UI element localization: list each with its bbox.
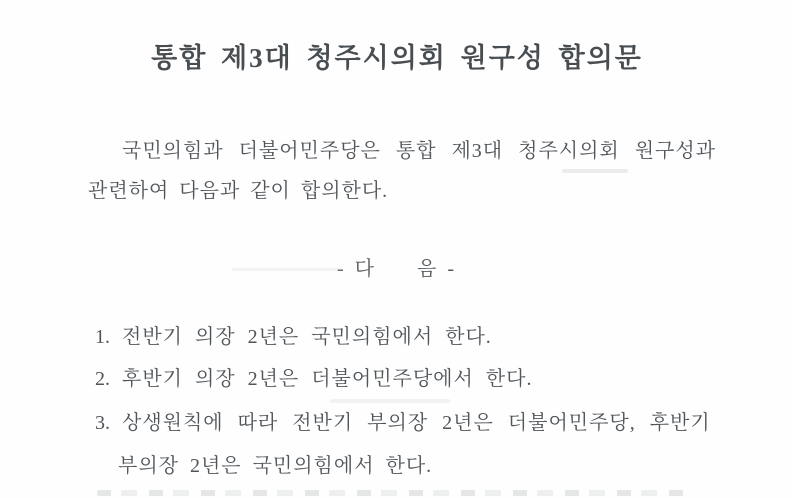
agreement-item-1 [95,324,492,350]
item-3-number: 3. [95,412,110,434]
agreement-item-3 [95,410,711,436]
item-2-text: 후반기 의장 2년은 더불어민주당에서 한다. [122,368,533,390]
item-3-text-line-1: 상생원칙에 따라 전반기 부의장 2년은 더불어민주당, 후반기 [122,412,711,434]
intro-paragraph-line-1: 국민의힘과 더불어민주당은 통합 제3대 청주시의회 원구성과 [122,140,716,162]
scan-smudge [232,268,342,271]
document-title: 통합 제3대 청주시의회 원구성 합의문 [151,43,643,73]
scan-smudge [330,399,450,403]
item-1-text: 전반기 의장 2년은 국민의힘에서 한다. [122,326,492,348]
intro-paragraph-line-2: 관련하여 다음과 같이 합의한다. [88,180,389,202]
item-1-number: 1. [95,326,110,348]
item-2-number: 2. [95,368,110,390]
agreement-item-2 [95,366,532,392]
cut-off-next-item-sliver [97,490,687,496]
section-divider-daeum: - 다 음 - [337,258,457,280]
scan-smudge [562,169,628,173]
item-3-text-line-2: 부의장 2년은 국민의힘에서 한다. [118,455,433,477]
